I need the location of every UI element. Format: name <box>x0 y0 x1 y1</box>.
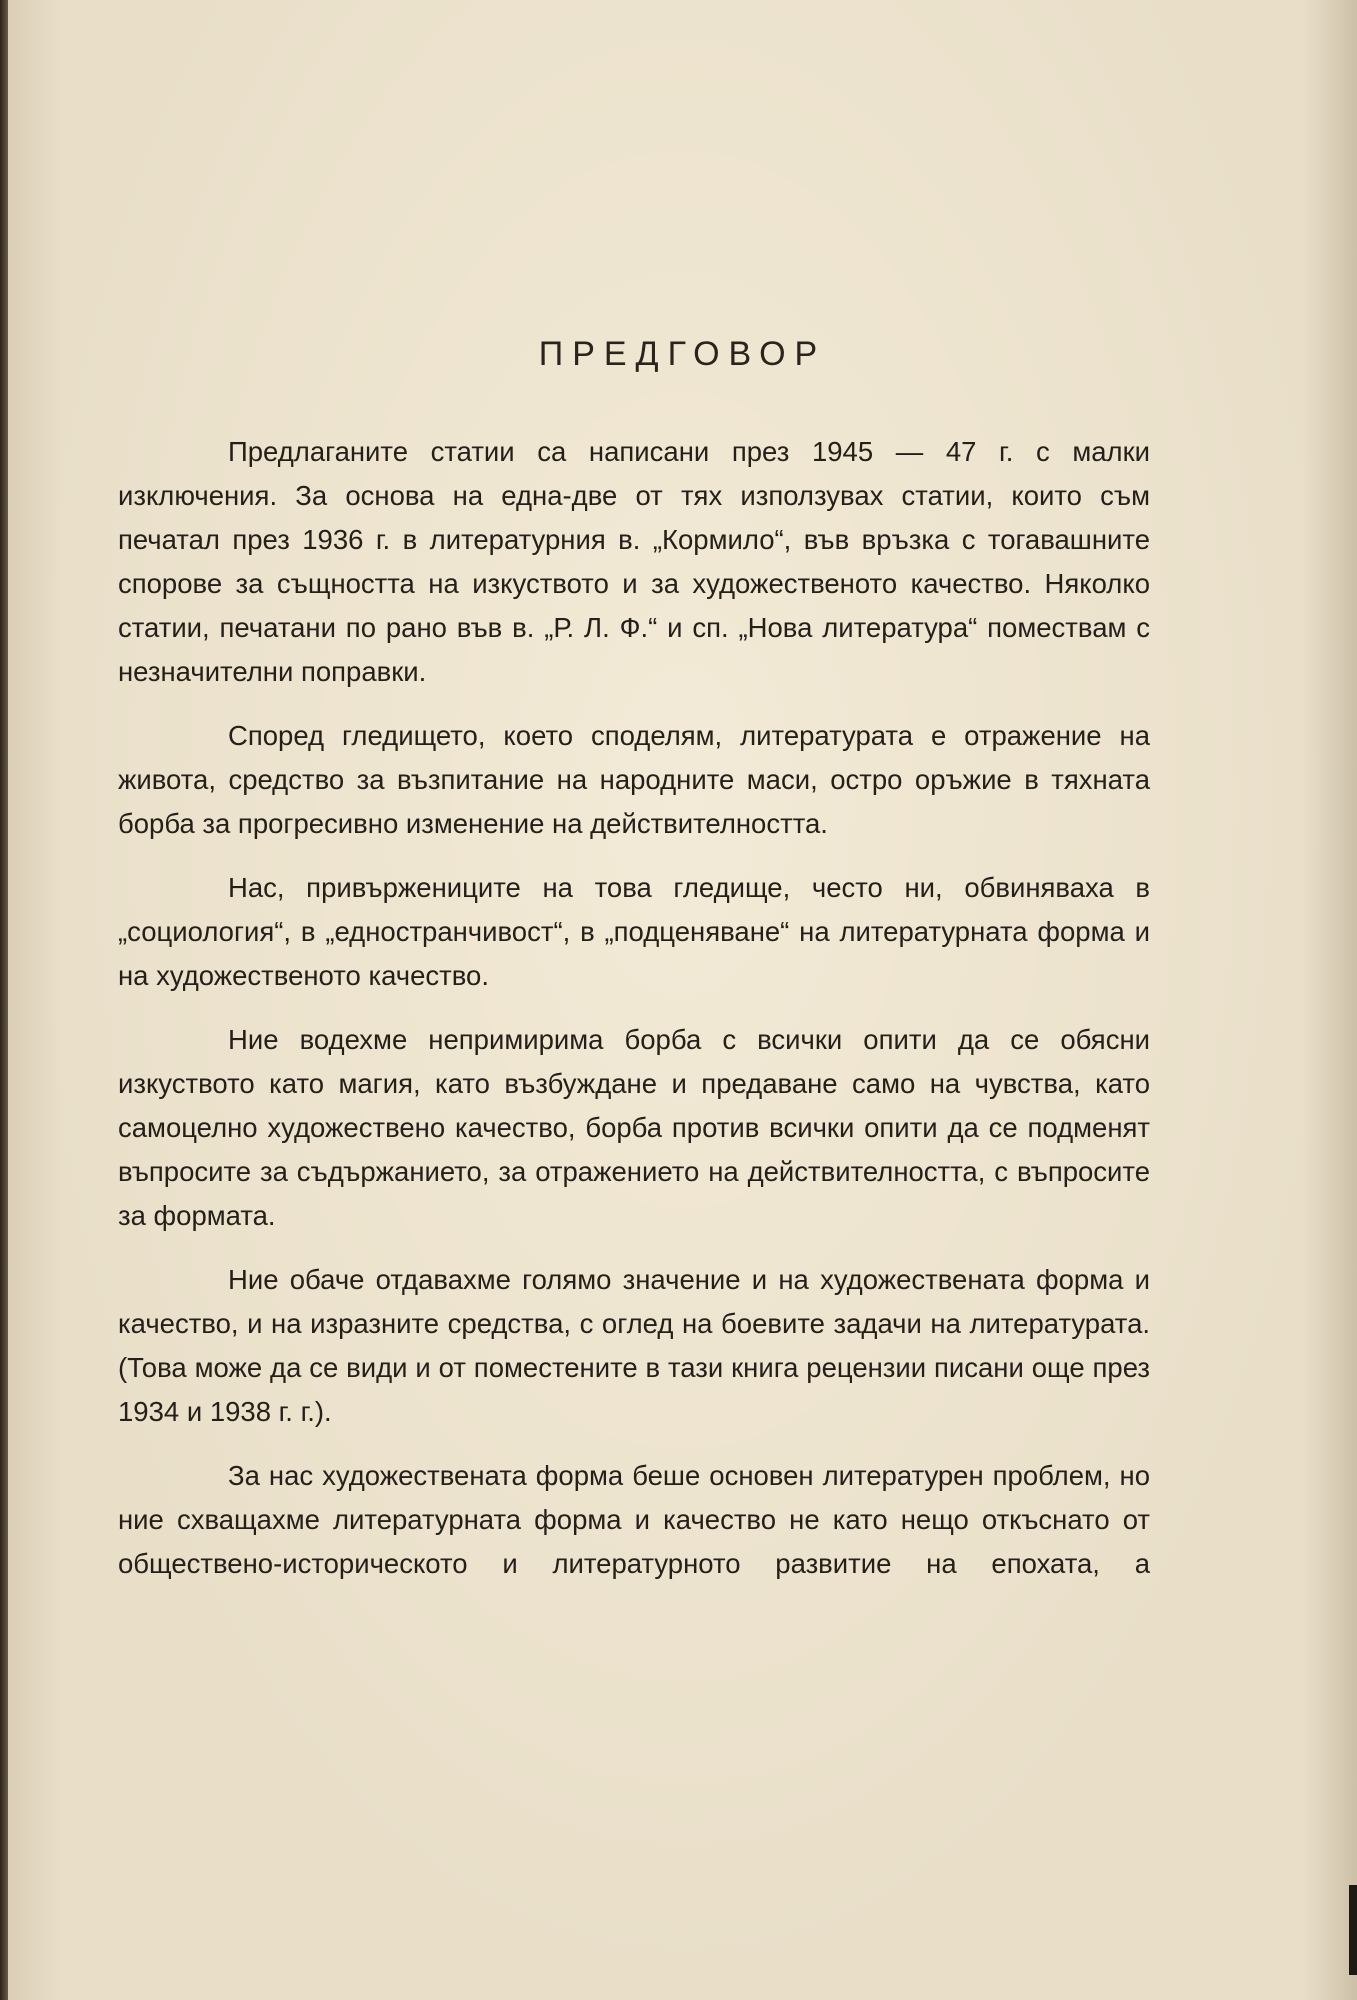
book-page <box>8 0 1357 2000</box>
book-spine-edge <box>0 0 8 2000</box>
paragraph-2: Според гледището, което споделям, литературата е отражение на живота, средство за възпитание на народните маси, остро оръжие в тяхната борба за прогресивно изменение на действителността. <box>118 720 1150 839</box>
paragraph-1: Предлаганите статии са написани през 1945 — 47 г. с малки изключения. За основа на една-две от тях използувах статии, които съм печатал през 1936 г. в литературния в. „Кормило“, във връзка с тогавашните спорове за същността на изкуството и за художественото качество. Няколко статии, печатани по рано във в. „Р. Л. Ф.“ и сп. „Нова литература“ помествам с незначителни поправки. <box>118 436 1150 687</box>
preface-text <box>118 430 1150 1606</box>
paragraph-6: За нас художествената форма беше основен литературен проблем, но ние схващахме литературната форма и качество не като нещо откъснато от обществено-историческото и литературното развитие на епохата, а <box>118 1460 1150 1579</box>
page-edge-mark <box>1349 1885 1357 1975</box>
page-title: ПРЕДГОВОР <box>538 335 827 373</box>
paragraph-4: Ние водехме непримирима борба с всички опити да се обясни изкуството като магия, като възбуждане и предаване само на чувства, като самоцелно художествено качество, борба против всички опити да се подменят въпросите за съдържанието, за отражението на действителността, с въпросите за формата. <box>118 1024 1150 1231</box>
paragraph-3: Нас, привържениците на това гледище, често ни, обвиняваха в „социология“, в „едностранчивост“, в „подценяване“ на литературната форма и на художественото качество. <box>118 872 1150 991</box>
paragraph-5: Ние обаче отдавахме голямо значение и на художествената форма и качество, и на изразните средства, с оглед на боевите задачи на литературата. (Това може да се види и от поместените в тази книга рецензии писани още през 1934 и 1938 г. г.). <box>118 1264 1150 1427</box>
